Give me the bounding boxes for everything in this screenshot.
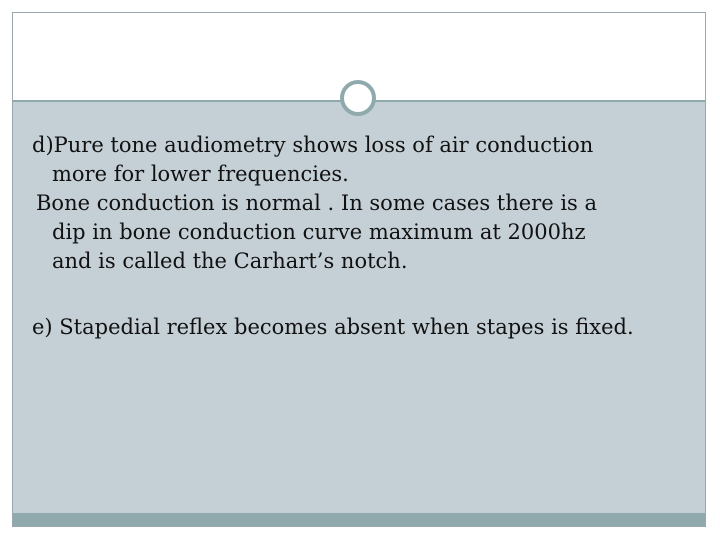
slide-body [32, 131, 702, 342]
decorative-ring-icon [340, 80, 376, 116]
paragraph-bone-conduction [32, 189, 702, 276]
text-line: Bone conduction is normal . In some cases there is a [36, 191, 598, 215]
footer-band [13, 513, 705, 526]
paragraph-stapedial-reflex [32, 313, 702, 342]
text-line: d)Pure tone audiometry shows loss of air conduction [32, 133, 594, 157]
text-line: dip in bone conduction curve maximum at 2000hz [52, 220, 586, 244]
text-line: more for lower frequencies. [52, 162, 349, 186]
text-line: e) Stapedial reflex becomes absent when stapes is fixed. [32, 315, 634, 339]
text-line: and is called the Carhart’s notch. [52, 249, 408, 273]
paragraph-pure-tone [32, 131, 702, 189]
